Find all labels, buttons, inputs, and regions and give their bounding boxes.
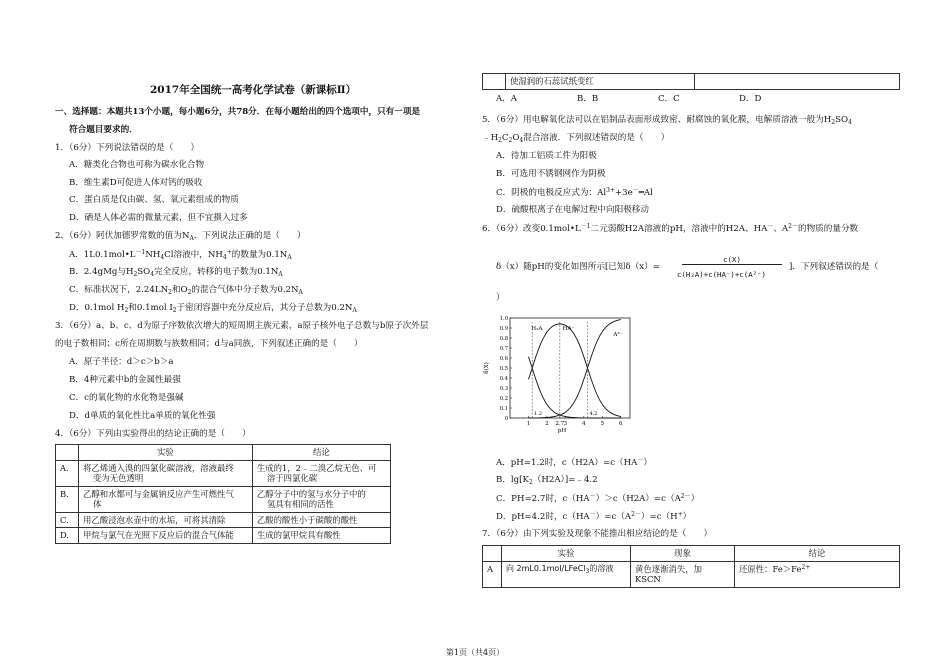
table-cell: B. (56, 486, 79, 512)
formula-denominator: c(H₂A)+c(HA⁻)+c(A²⁻) (677, 270, 766, 279)
q6-stem-1: 6．（6分）改变$0.1mol•L^{-1}$二元弱酸H2A溶液的pH，溶液中的H2A、HA－、$A^{2-}$的物质的量分数 (482, 223, 859, 234)
table-cell: 黄色逐渐消失，加 KSCN (631, 561, 735, 587)
prev-option-d: D．D (739, 94, 762, 104)
table-header: 结论 (735, 546, 900, 562)
prev-option-a: A．A (496, 94, 518, 104)
q1-option-c: C．蛋白质是仅由碳、氢、氧元素组成的物质 (69, 195, 239, 205)
q5-stem-2: $﹣H_2C_2O_4$混合溶液．下列叙述错误的是（ ） (482, 133, 670, 144)
table-cell: C. (56, 512, 79, 528)
table-cell: 使湿润的石蕊试纸变红 (506, 74, 695, 90)
table-header-row (483, 546, 900, 562)
page-footer: 第1页（共4页） (445, 648, 505, 657)
table-row (56, 486, 391, 512)
x-tick-label: 2 (545, 421, 549, 427)
x-axis-label: pH (557, 428, 567, 434)
q3-option-c: C．c的氧化物的水化物是强碱 (69, 393, 184, 403)
annotation-label: 4.2 (589, 411, 598, 417)
table-cell: 用乙酸浸泡水壶中的水垢，可将其清除 (78, 512, 252, 528)
q6-stem-3: ） (496, 293, 505, 303)
q6-option-c: C．PH=2.7时，$c(HA^-)>c(H2A)=c(A^{2-})$ (496, 493, 700, 504)
q6-option-a: A．pH=1.2时，c（H2A）=c（HA－） (496, 457, 652, 468)
y-tick-label: 0.5 (499, 366, 508, 372)
q6-option-b: B．$\lg[K_2(H2A)]=﹣4.2$ (496, 475, 598, 486)
y-tick-label: 0.6 (499, 356, 508, 362)
x-tick-label: 5 (600, 421, 605, 427)
distribution-chart (482, 310, 642, 442)
table-cell: 向 2mL0.1mol/LFeCl$_3$的溶液 (502, 561, 631, 587)
series-label: A²⁻ (613, 332, 623, 338)
series-label: HA⁻ (562, 326, 575, 332)
table-header: 结论 (252, 445, 390, 461)
q1-option-d: D．硒是人体必需的微量元素，但不宜摄入过多 (69, 213, 248, 223)
table-row (56, 460, 391, 486)
q1-option-a: A．糖类化合物也可称为碳水化合物 (69, 160, 205, 170)
plot-frame (510, 318, 630, 418)
table-cell: 乙酸的酸性小于碳酸的酸性 (252, 512, 390, 528)
series-line (529, 357, 621, 418)
annotation-label: 1.2 (534, 411, 543, 417)
q3-option-a: A．原子半径：d＞c＞b＞a (69, 357, 174, 367)
table-header: 现象 (631, 546, 735, 562)
table-cell: 还原性：$Fe>Fe^{2+}$ (735, 561, 900, 587)
x-tick-label: 2.7 (555, 421, 565, 427)
section-heading-cont: 符合题目要求的． (69, 125, 138, 135)
x-tick-label: 4 (582, 421, 586, 427)
q5-option-d: D．硫酸根离子在电解过程中向阳极移动 (496, 205, 649, 215)
y-tick-label: 1.0 (499, 316, 508, 322)
table-row (483, 561, 900, 587)
q6-stem-2-right: ]．下列叙述错误的是（ (789, 262, 879, 272)
y-axis-label: δ(X) (484, 362, 490, 374)
table-header: 实验 (502, 546, 631, 562)
table-cell (56, 445, 79, 461)
series-line (529, 324, 621, 417)
formula-numerator: c(X) (682, 255, 782, 265)
q3-stem-1: 3．（6分）a、b、c、d为原子序数依次增大的短周期主族元素，a原子核外电子总数与b原子次外层 (55, 321, 429, 331)
table-header-row (56, 445, 391, 461)
section-heading: 一、选择题：本题共13个小题，每小题6分，共78分．在每小题给出的四个选项中，只有一项是 (55, 107, 421, 117)
x-tick-label: 1 (526, 421, 531, 427)
y-tick-label: 0.2 (499, 396, 508, 402)
x-tick-label: 3 (563, 421, 568, 427)
table-cell (483, 546, 502, 562)
prev-option-b: B．B (577, 94, 599, 104)
q1-stem: 1．（6分）下列说法错误的是（ ） (55, 143, 200, 153)
table-cell: A (483, 561, 502, 587)
table-cell: 乙醇分子中的氢与水分子中的 氢具有相同的活性 (252, 486, 390, 512)
q2-option-c: C．标准状况下，$2.24LN_2$和$O_2$的混合气体中分子数为$0.2N_A$ (69, 285, 303, 296)
y-tick-label: 0.7 (499, 346, 508, 352)
q5-option-b: B．可选用不锈钢网作为阴极 (496, 169, 606, 179)
table-cell: 将乙烯通入溴的四氯化碳溶液，溶液最终 变为无色透明 (78, 460, 252, 486)
q6-stem-2: δ（x）随pH的变化如图所示[已知δ（x）= (496, 262, 660, 272)
q6-option-d: D．pH=4.2时，$c(HA^-)=c(A^{2-})=c(H^+)$ (496, 511, 692, 522)
q7-table (482, 545, 900, 588)
table-row (56, 512, 391, 528)
q2-option-a: A．$1L0.1mol•L^{-1}NH_4Cl$溶液中，$NH_4^+$的数量为$0.1N_A$ (69, 249, 292, 261)
q5-stem-1: 5．（6分）用电解氧化法可以在铝制品表面形成致密、耐腐蚀的氧化膜，电解质溶液一般为$H_2SO_4$ (482, 115, 852, 126)
table-row (483, 74, 900, 90)
q2-option-b: B．2.4gMg与$H_2SO_4$完全反应，转移的电子数为$0.1N_A$ (69, 267, 283, 278)
y-tick-label: 0 (504, 416, 508, 422)
table-row (56, 528, 391, 544)
x-tick-label: 6 (619, 421, 623, 427)
series-label: H₂A (531, 326, 543, 332)
table-cell (483, 74, 506, 90)
page-title: 2017年全国统一高考化学试卷（新课标Ⅱ） (150, 84, 357, 96)
table-cell: 生成的1，2﹣二溴乙烷无色、可 溶于四氯化碳 (252, 460, 390, 486)
table-cell: 生成的氯甲烷具有酸性 (252, 528, 390, 544)
table-cell: 乙醇和水都可与金属钠反应产生可燃性气 体 (78, 486, 252, 512)
q7-stem: 7．（6分）由下列实验及现象不能推出相应结论的是（ ） (482, 529, 713, 539)
q2-stem: 2．（6分）阿伏加德罗常数的值为$N_A$．下列说法正确的是（ ） (55, 231, 306, 242)
y-tick-label: 0.3 (499, 386, 508, 392)
q3-option-b: B．4种元素中b的金属性最强 (69, 375, 181, 385)
table-cell: A. (56, 460, 79, 486)
q5-option-a: A．待加工铝质工件为阳极 (496, 151, 597, 161)
table-cell (695, 74, 900, 90)
y-tick-label: 0.8 (499, 336, 508, 342)
prev-option-c: C．C (658, 94, 680, 104)
q4-table (55, 444, 391, 544)
q-prev-table-tail (482, 73, 900, 90)
q1-option-b: B．维生素D可促进人体对钙的吸收 (69, 178, 203, 188)
y-tick-label: 0.1 (499, 406, 508, 412)
q5-option-c: C．阴极的电极反应式为：$Al^{3+}+3e^-═Al$ (496, 187, 653, 198)
q3-stem-2: 的电子数相同；c所在周期数与族数相同；d与a同族，下列叙述正确的是（ ） (55, 339, 363, 349)
table-cell: D. (56, 528, 79, 544)
y-tick-label: 0.9 (499, 326, 508, 332)
q2-option-d: D．0.1mol $H_2$和0.1mol $I_2$于密闭容器中充分反应后，其分子总数为$0.2N_A$ (69, 303, 357, 314)
q4-stem: 4．（6分）下列由实验得出的结论正确的是（ ） (55, 429, 251, 439)
table-cell: 甲烷与氯气在光照下反应后的混合气体能 (78, 528, 252, 544)
q3-option-d: D．d单质的氧化性比a单质的氧化性强 (69, 411, 216, 421)
y-tick-label: 0.4 (499, 376, 508, 382)
table-header: 实验 (78, 445, 252, 461)
